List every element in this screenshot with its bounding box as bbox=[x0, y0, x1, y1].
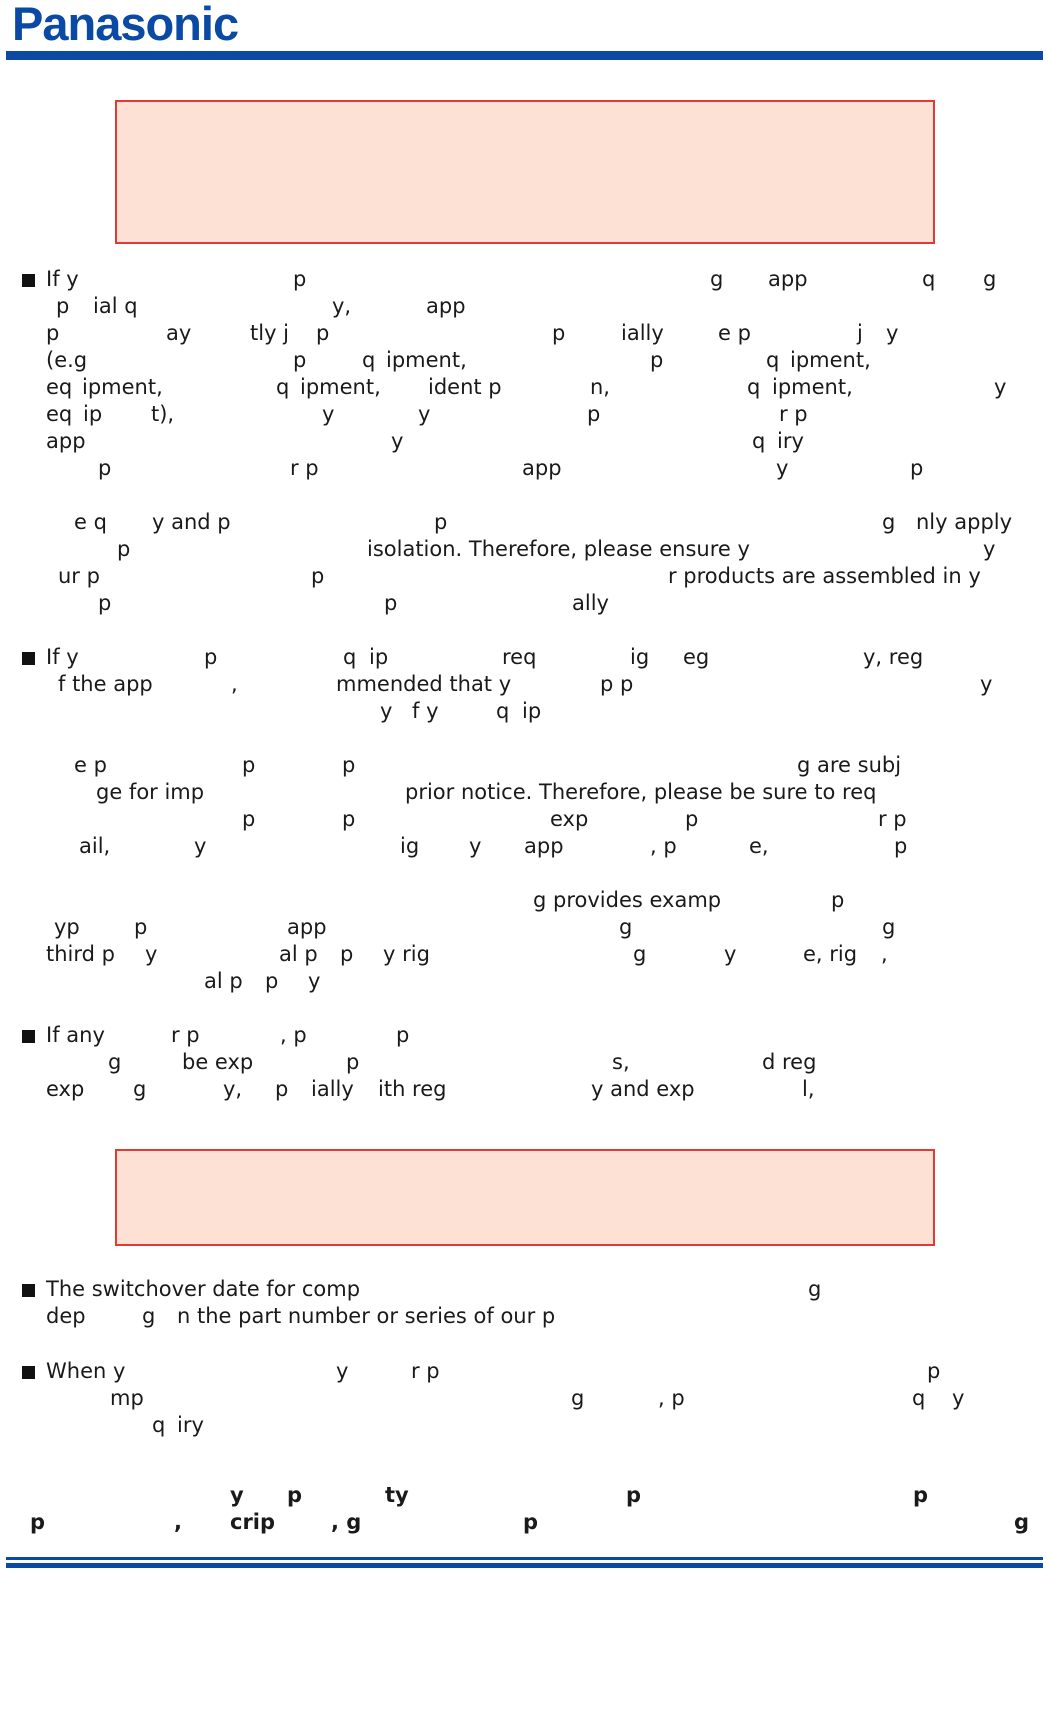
text-fragment: p bbox=[204, 645, 218, 669]
text-line bbox=[20, 1385, 1030, 1412]
text-fragment: r products are assembled in y bbox=[668, 564, 981, 588]
text-fragment: p bbox=[650, 348, 664, 372]
text-fragment: e q bbox=[74, 510, 107, 534]
text-fragment: q bbox=[343, 645, 357, 669]
text-fragment: , bbox=[174, 1510, 182, 1534]
text-fragment: req bbox=[502, 645, 537, 669]
text-line bbox=[20, 293, 1030, 320]
text-fragment: app bbox=[524, 834, 564, 858]
text-fragment: q bbox=[496, 699, 510, 723]
text-fragment: g bbox=[133, 1077, 147, 1101]
text-line bbox=[20, 563, 1030, 590]
text-fragment: f y bbox=[412, 699, 439, 723]
text-line bbox=[20, 401, 1030, 428]
text-fragment: e p bbox=[74, 753, 107, 777]
text-fragment: y, bbox=[223, 1077, 243, 1101]
text-fragment: q bbox=[766, 348, 780, 372]
text-fragment: n, bbox=[590, 375, 610, 399]
text-fragment: q bbox=[152, 1413, 166, 1437]
text-fragment: ially bbox=[621, 321, 664, 345]
text-fragment: ge for imp bbox=[96, 780, 205, 804]
text-fragment: p bbox=[56, 294, 70, 318]
text-fragment: g bbox=[108, 1050, 122, 1074]
text-line bbox=[20, 536, 1030, 563]
text-fragment: , p bbox=[280, 1023, 307, 1047]
text-fragment: al p bbox=[279, 942, 318, 966]
text-fragment: y bbox=[322, 402, 335, 426]
panasonic-logo: Panasonic bbox=[12, 0, 239, 50]
text-fragment: tly j bbox=[250, 321, 290, 345]
paragraph-4 bbox=[20, 752, 1030, 860]
text-fragment: y bbox=[983, 537, 996, 561]
text-fragment: y, bbox=[332, 294, 352, 318]
text-fragment: y bbox=[994, 375, 1007, 399]
text-fragment: g provides examp bbox=[533, 888, 722, 912]
text-fragment: When y bbox=[46, 1359, 126, 1383]
text-fragment: p bbox=[626, 1483, 642, 1507]
text-fragment: ith reg bbox=[378, 1077, 447, 1101]
text-fragment: g bbox=[882, 510, 896, 534]
text-fragment: f the app bbox=[58, 672, 153, 696]
text-fragment: p bbox=[98, 456, 112, 480]
text-fragment: (e.g bbox=[46, 348, 88, 372]
text-line bbox=[20, 1049, 1030, 1076]
text-fragment: ident p bbox=[428, 375, 502, 399]
text-fragment: prior notice. Therefore, please be sure to req bbox=[405, 780, 877, 804]
text-fragment: p bbox=[910, 456, 924, 480]
text-fragment: y bbox=[194, 834, 207, 858]
text-fragment: p bbox=[275, 1077, 289, 1101]
text-fragment: nly apply bbox=[916, 510, 1013, 534]
text-fragment: p bbox=[293, 267, 307, 291]
text-line bbox=[20, 806, 1030, 833]
text-fragment: l, bbox=[802, 1077, 815, 1101]
text-fragment: mmended that y bbox=[336, 672, 512, 696]
text-fragment: ipment, bbox=[82, 375, 163, 399]
text-fragment: y bbox=[308, 969, 321, 993]
text-fragment: ipment, bbox=[386, 348, 467, 372]
text-line bbox=[20, 1022, 1030, 1049]
text-fragment: p bbox=[913, 1483, 929, 1507]
notice-box-bottom bbox=[115, 1149, 935, 1246]
text-fragment: ally bbox=[572, 591, 609, 615]
text-fragment: app bbox=[522, 456, 562, 480]
paragraph-2 bbox=[20, 509, 1030, 617]
text-fragment: , p bbox=[650, 834, 677, 858]
text-line bbox=[20, 320, 1030, 347]
text-fragment: be exp bbox=[182, 1050, 254, 1074]
text-fragment: e, bbox=[749, 834, 769, 858]
text-fragment: ail, bbox=[79, 834, 111, 858]
text-fragment: p bbox=[265, 969, 279, 993]
text-fragment: ial q bbox=[93, 294, 138, 318]
text-fragment: exp bbox=[550, 807, 589, 831]
text-fragment: p bbox=[342, 807, 356, 831]
text-fragment: , bbox=[231, 672, 238, 696]
text-fragment: yp bbox=[54, 915, 80, 939]
text-fragment: ially bbox=[311, 1077, 354, 1101]
text-line bbox=[20, 1276, 1030, 1303]
text-fragment: q bbox=[747, 375, 761, 399]
text-fragment: g bbox=[1014, 1510, 1030, 1534]
text-fragment: q bbox=[752, 429, 766, 453]
text-line bbox=[20, 266, 1030, 293]
text-fragment: app bbox=[46, 429, 86, 453]
text-fragment: p bbox=[396, 1023, 410, 1047]
text-line bbox=[20, 428, 1030, 455]
text-fragment: ur p bbox=[58, 564, 100, 588]
text-line bbox=[20, 671, 1030, 698]
text-line bbox=[20, 1358, 1030, 1385]
text-line bbox=[20, 1076, 1030, 1103]
text-fragment: p bbox=[434, 510, 448, 534]
text-fragment: eq bbox=[46, 375, 73, 399]
text-fragment: y and exp bbox=[591, 1077, 695, 1101]
text-fragment: ipment, bbox=[772, 375, 853, 399]
text-fragment: n the part number or series of our p bbox=[177, 1304, 556, 1328]
text-fragment: iry bbox=[777, 429, 804, 453]
text-fragment: q bbox=[922, 267, 936, 291]
text-fragment: y bbox=[380, 699, 393, 723]
text-line bbox=[20, 509, 1030, 536]
text-fragment: p bbox=[346, 1050, 360, 1074]
text-fragment: p bbox=[340, 942, 354, 966]
text-fragment: p bbox=[242, 807, 256, 831]
text-fragment: ipment, bbox=[300, 375, 381, 399]
text-fragment: s, bbox=[612, 1050, 630, 1074]
text-line bbox=[20, 887, 1030, 914]
text-fragment: q bbox=[912, 1386, 926, 1410]
text-line bbox=[20, 833, 1030, 860]
paragraph-3 bbox=[20, 644, 1030, 725]
text-fragment: , bbox=[881, 942, 888, 966]
text-fragment: y bbox=[952, 1386, 965, 1410]
text-fragment: y bbox=[418, 402, 431, 426]
text-line bbox=[20, 779, 1030, 806]
text-line bbox=[20, 644, 1030, 671]
text-fragment: r p bbox=[171, 1023, 200, 1047]
text-line bbox=[20, 752, 1030, 779]
text-line bbox=[20, 941, 1030, 968]
text-fragment: iry bbox=[177, 1413, 204, 1437]
text-fragment: p bbox=[30, 1510, 46, 1534]
text-fragment: ipment, bbox=[790, 348, 871, 372]
text-fragment: p bbox=[293, 348, 307, 372]
text-fragment: al p bbox=[204, 969, 243, 993]
text-fragment: eg bbox=[683, 645, 710, 669]
text-fragment: p bbox=[46, 321, 60, 345]
text-fragment: y bbox=[336, 1359, 349, 1383]
text-fragment: y bbox=[724, 942, 737, 966]
text-fragment: ig bbox=[630, 645, 650, 669]
text-fragment: q bbox=[276, 375, 290, 399]
text-fragment: p p bbox=[600, 672, 634, 696]
text-fragment: p bbox=[134, 915, 148, 939]
text-fragment: y bbox=[980, 672, 993, 696]
text-fragment: p bbox=[242, 753, 256, 777]
text-fragment: p bbox=[117, 537, 131, 561]
text-fragment: p bbox=[523, 1510, 539, 1534]
text-fragment: g bbox=[633, 942, 647, 966]
footer-rule-thin bbox=[6, 1557, 1043, 1560]
paragraph-7 bbox=[20, 1276, 1030, 1330]
text-fragment: d reg bbox=[762, 1050, 817, 1074]
text-fragment: isolation. Therefore, please ensure y bbox=[367, 537, 750, 561]
text-fragment: g bbox=[808, 1277, 822, 1301]
text-fragment: y, reg bbox=[863, 645, 924, 669]
text-line bbox=[20, 1482, 1030, 1509]
text-fragment: g bbox=[619, 915, 633, 939]
text-line bbox=[20, 590, 1030, 617]
text-fragment: exp bbox=[46, 1077, 85, 1101]
text-line bbox=[20, 374, 1030, 401]
text-line bbox=[20, 914, 1030, 941]
text-fragment: p bbox=[342, 753, 356, 777]
paragraph-8 bbox=[20, 1358, 1030, 1439]
text-fragment: p bbox=[685, 807, 699, 831]
text-fragment: p bbox=[552, 321, 566, 345]
text-fragment: g bbox=[571, 1386, 585, 1410]
text-fragment: y rig bbox=[383, 942, 430, 966]
text-line bbox=[20, 1412, 1030, 1439]
text-fragment: mp bbox=[110, 1386, 144, 1410]
paragraph-9 bbox=[20, 1482, 1030, 1536]
text-line bbox=[20, 347, 1030, 374]
text-fragment: crip bbox=[230, 1510, 276, 1534]
text-fragment: g bbox=[142, 1304, 156, 1328]
text-fragment: , p bbox=[658, 1386, 685, 1410]
text-fragment: t), bbox=[151, 402, 175, 426]
text-fragment: y bbox=[230, 1483, 244, 1507]
text-line bbox=[20, 1303, 1030, 1330]
text-fragment: ty bbox=[385, 1483, 409, 1507]
text-fragment: If y bbox=[46, 267, 79, 291]
text-fragment: p bbox=[927, 1359, 941, 1383]
text-fragment: app bbox=[426, 294, 466, 318]
text-fragment: eq bbox=[46, 402, 73, 426]
text-fragment: dep bbox=[46, 1304, 86, 1328]
text-fragment: e, rig bbox=[803, 942, 858, 966]
text-fragment: ay bbox=[166, 321, 192, 345]
text-fragment: The switchover date for comp bbox=[46, 1277, 361, 1301]
text-line bbox=[20, 968, 1030, 995]
text-fragment: y bbox=[469, 834, 482, 858]
text-fragment: y bbox=[391, 429, 404, 453]
text-fragment: If y bbox=[46, 645, 79, 669]
paragraph-5 bbox=[20, 887, 1030, 995]
text-fragment: g bbox=[882, 915, 896, 939]
paragraph-1 bbox=[20, 266, 1030, 482]
text-fragment: j bbox=[857, 321, 863, 345]
text-fragment: p bbox=[831, 888, 845, 912]
text-fragment: app bbox=[768, 267, 808, 291]
text-fragment: r p bbox=[290, 456, 319, 480]
text-fragment: app bbox=[287, 915, 327, 939]
text-fragment: g bbox=[983, 267, 997, 291]
text-fragment: ip bbox=[369, 645, 389, 669]
text-fragment: p bbox=[311, 564, 325, 588]
text-fragment: p bbox=[894, 834, 908, 858]
text-fragment: y and p bbox=[152, 510, 231, 534]
text-line bbox=[20, 1509, 1030, 1536]
footer-rule-thick bbox=[6, 1563, 1043, 1568]
text-fragment: g are subj bbox=[797, 753, 902, 777]
text-fragment: e p bbox=[718, 321, 751, 345]
text-fragment: q bbox=[362, 348, 376, 372]
text-fragment: If any bbox=[46, 1023, 105, 1047]
text-fragment: third p bbox=[46, 942, 115, 966]
text-fragment: ip bbox=[522, 699, 542, 723]
text-fragment: p bbox=[316, 321, 330, 345]
text-fragment: p bbox=[384, 591, 398, 615]
text-fragment: , g bbox=[331, 1510, 362, 1534]
text-line bbox=[20, 455, 1030, 482]
notice-box-top bbox=[115, 100, 935, 244]
text-fragment: g bbox=[710, 267, 724, 291]
text-line bbox=[20, 698, 1030, 725]
text-fragment: p bbox=[587, 402, 601, 426]
text-fragment: ig bbox=[400, 834, 420, 858]
paragraph-6 bbox=[20, 1022, 1030, 1103]
text-fragment: p bbox=[98, 591, 112, 615]
header-rule bbox=[6, 51, 1043, 60]
text-fragment: y bbox=[145, 942, 158, 966]
text-fragment: r p bbox=[779, 402, 808, 426]
text-fragment: r p bbox=[878, 807, 907, 831]
text-fragment: y bbox=[886, 321, 899, 345]
text-fragment: y bbox=[776, 456, 789, 480]
text-fragment: r p bbox=[411, 1359, 440, 1383]
text-fragment: p bbox=[287, 1483, 303, 1507]
text-fragment: ip bbox=[83, 402, 103, 426]
